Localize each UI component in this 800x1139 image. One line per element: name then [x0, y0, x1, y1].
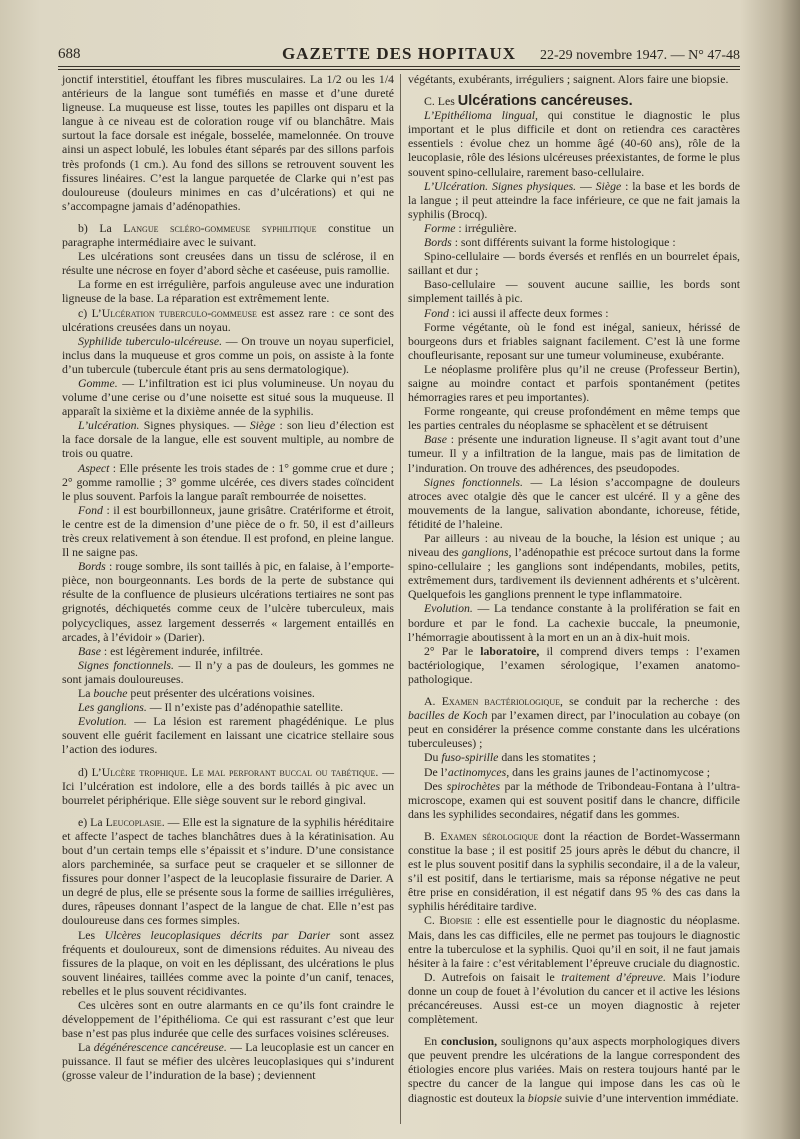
paragraph	[408, 277, 740, 305]
header-rule	[58, 66, 740, 67]
paragraph	[408, 320, 740, 362]
paragraph	[408, 221, 740, 235]
bold-term: laboratoire,	[480, 643, 540, 658]
text: c) L’	[78, 305, 102, 320]
italic-term: Les ganglions.	[78, 700, 147, 715]
text: : présente une induration ligneuse. Il s’agit avant tout d’une tumeur. Il y a infiltration de la langue, mais pas de limitation de l’induration. On trouve des adhérences, des pseudopodes.	[408, 432, 740, 475]
text: — Elle est la signature de la syphilis héréditaire et affecte l’aspect de taches blanchâtres dues à la kératinisation. Au bout d’un certain temps elle s’épaissit et s’indure. D’une consistance alors parcheminée, sa surface peut se craqueler et se sillonner de fissures pour donner l’aspect de la leucoplasie fissuraire de Darier. A un degré de plus, elle se présente sous la forme de saillies irrégulières, dures, râpeuses donnant l’aspect de la langue de chat. Elle n’est pas douloureuse dans ces formes simples.	[62, 814, 394, 928]
paragraph-conclusion	[408, 1034, 740, 1104]
paragraph	[408, 108, 740, 178]
column-divider	[400, 74, 401, 1124]
paragraph	[62, 998, 394, 1040]
paragraph	[62, 644, 394, 658]
text: 2° Par le	[424, 643, 481, 658]
italic-term: Bords	[424, 235, 452, 250]
paragraph	[62, 700, 394, 714]
paragraph	[408, 531, 740, 601]
italic-term: bouche	[93, 686, 128, 701]
italic-term: bacilles de Koch	[408, 708, 488, 723]
text: — Il n’existe pas d’adénopathie satellite.	[146, 700, 344, 715]
section-term: Biopsie	[439, 913, 473, 928]
italic-term: Evolution.	[78, 714, 127, 729]
italic-term: Evolution.	[424, 601, 473, 616]
text: : Elle présente les trois stades de : 1° gomme crue et dure ; 2° gomme ramollie ; 3° gomme ulcérée, ces divers stades coïncident le plus souvent. Parfois la langue paraît rembourrée de noisettes.	[62, 460, 394, 503]
paragraph	[62, 714, 394, 756]
text: Signes physiques. —	[139, 418, 250, 433]
text: b) La	[78, 220, 124, 235]
text: — La tendance constante à la prolifération se fait en bordure et par le fond. La cachexie buccale, la pneumonie, l’hémorragie aboutissent à la mort en un an à dix-huit mois.	[408, 601, 740, 644]
section-term: Examen bactériologique,	[441, 694, 563, 709]
italic-term: fuso-spirille	[441, 750, 499, 765]
text: B.	[424, 828, 441, 843]
italic-term: biopsie	[527, 1090, 562, 1105]
journal-title: GAZETTE DES HOPITAUX	[281, 44, 517, 63]
text: Les ulcérations sont creusées dans un tissu de sclérose, il en résulte une nécrose en foyer d’abord sèche et caséeuse, puis ramollie.	[62, 249, 394, 278]
text: Du	[424, 750, 442, 765]
text: — On trouve un noyau superficiel, inclus dans la muqueuse et gros comme un pois, on assiste à la fonte d’un tubercule (tubercule étant pris au sens dermatologique).	[62, 333, 394, 376]
paragraph	[408, 432, 740, 474]
italic-term: Siège	[249, 418, 276, 433]
paragraph	[408, 601, 740, 643]
text: Ces ulcères sont en outre alarmants en ce qu’ils font craindre le développement de l’épithélioma. Ce qui est rassurant c’est que leur base n’est pas plus indurée que celle des surfaces voisines scléreuses.	[62, 998, 394, 1041]
italic-term: Base	[78, 643, 101, 658]
text: peut présenter des ulcérations voisines.	[127, 686, 315, 701]
paragraph	[408, 750, 740, 764]
paragraph	[62, 1040, 394, 1082]
paragraph	[408, 179, 740, 221]
section-term: Langue scléro-gommeuse syphilitique	[123, 220, 317, 235]
text: : son lieu d’élection est la face dorsale de la langue, elle est souvent multiple, au nombre de trois ou quatre.	[62, 418, 394, 461]
paragraph	[62, 334, 394, 376]
text: De l’	[424, 764, 448, 779]
italic-term: Syphilide tuberculo-ulcéreuse.	[78, 333, 223, 348]
text: dans les grains jaunes de l’actinomycose ;	[509, 764, 711, 779]
paragraph	[408, 306, 740, 320]
section-term: Ulcération tuberculo-gommeuse	[101, 305, 257, 320]
italic-term: traitement d’épreuve.	[561, 969, 666, 984]
italic-term: Gomme.	[78, 375, 118, 390]
paragraph-ulceration-tuberculo-gommeuse	[62, 306, 394, 334]
italic-term: L’Ulcération. Signes physiques.	[424, 178, 577, 193]
paragraph	[62, 928, 394, 998]
text: — Ici l’ulcération est indolore, elle a des bords taillés à pic avec un bourrelet périphérique. Elle siège souvent sur le rebord gingival.	[62, 764, 395, 807]
text: — La leucoplasie est un cancer en puissance. Il faut se méfier des ulcères leucoplasiques qui s’indurent (grosse valeur de l’induration de la base) ; deviennent	[62, 1040, 394, 1083]
italic-term: L’Epithélioma lingual,	[424, 108, 538, 123]
paragraph	[408, 235, 740, 249]
text: Par ailleurs : au niveau de la bouche, la lésion est unique ; au niveau des	[408, 531, 740, 560]
italic-term: Siège	[595, 178, 622, 193]
header-rule-thin	[58, 69, 740, 70]
section-term: Examen sérologique	[440, 828, 539, 843]
italic-term: spirochètes	[446, 778, 501, 793]
paragraph	[62, 418, 394, 460]
italic-term: L’ulcération.	[78, 418, 140, 433]
italic-term: actinomyces,	[447, 764, 510, 779]
text: C. Les	[424, 94, 458, 109]
text: par l’examen direct, par l’inoculation au cobaye (on peut en considérer la présence comme constante dans les ulcérations tuberculeuses) ;	[408, 708, 740, 751]
paragraph-biopsie	[408, 913, 740, 969]
italic-term: Signes fonctionnels.	[424, 474, 523, 489]
paragraph	[62, 503, 394, 559]
paragraph-examen-bacteriologique	[408, 694, 740, 750]
text: A.	[424, 694, 442, 709]
paragraph	[62, 72, 394, 213]
text: Forme végétante, où le fond est inégal, sanieux, hérissé de bourgeons durs et friables saignant facilement. C’est là une forme choufleurisante, reposant sur une tumeur volumineuse, exubérante.	[408, 319, 740, 362]
text: : la base et les bords de la langue ; il peut atteindre la face inférieure, ce que ne fait jamais la syphilis (Brocq).	[408, 178, 740, 221]
right-column	[408, 72, 740, 1105]
text: soulignons qu’aux aspects morphologiques divers que peuvent prendre les ulcérations de la langue correspondent des étiologies encore plus variées. Mais on restera toujours hanté par le spectre du cancer de la langue qui impose dans les cas où le diagnostic est douteux la	[408, 1034, 741, 1105]
text: : rouge sombre, ils sont taillés à pic, en falaise, à l’emporte-pièce, non bourgeonnants. Les bords de la perte de substance qui résulte de la confluence de plusieurs ulcérations tertiaires ne sont pas grignotés, déchiquetés comme ceux de l’ulcère tuberculeux, mais polycycliques, assez largement desserrés « largement entaillés en arcades, à l’évidoir » (Darier).	[62, 559, 394, 644]
paragraph	[408, 779, 740, 821]
paragraph-examen-serologique	[408, 829, 740, 914]
italic-term: Base	[424, 432, 447, 447]
text: Les	[78, 927, 105, 942]
text: : sont différents suivant la forme histologique :	[451, 235, 676, 250]
text: Forme rongeante, qui creuse profondément en même temps que les parties centrales du néoplasme se sphacèlent et se détruisent	[408, 404, 740, 433]
italic-term: Fond	[424, 305, 449, 320]
text: e) La	[78, 814, 106, 829]
text: se conduit par la recherche : des	[562, 694, 741, 709]
paragraph-langue-sclero-gommeuse	[62, 221, 394, 249]
text: C.	[424, 913, 440, 928]
text: : irrégulière.	[455, 220, 517, 235]
text: : il est bourbillonneux, jaune grisâtre. Cratériforme et étroit, le centre est de la dimension d’une pièce de o fr. 50, il est d’ailleurs très creux relativement à son étendue. Il est profond, en pleine langue. Il ne saigne pas.	[62, 502, 394, 560]
section-heading: Ulcérations cancéreuses.	[457, 93, 633, 110]
paragraph-ulcere-trophique	[62, 765, 394, 807]
text: dans les stomatites ;	[498, 750, 597, 765]
paragraph	[62, 559, 394, 644]
text: D. Autrefois on faisait le	[424, 969, 562, 984]
paragraph	[62, 686, 394, 700]
text: : ici aussi il affecte deux formes :	[448, 305, 609, 320]
paragraph	[408, 249, 740, 277]
text: — Il n’y a pas de douleurs, les gommes ne sont jamais douloureuses.	[62, 657, 394, 686]
text: constitue un paragraphe intermédiaire avec le suivant.	[62, 220, 394, 250]
text: jonctif interstitiel, étouffant les fibres musculaires. La 1/2 ou les 1/4 antérieurs de la langue sont tuméfiés en masse et d’une dureté ligneuse. La muqueuse est lisse, toutes les papilles ont disparu et la langue à ce niveau est de coloration rouge vif ou blanchâtre. Mais surtout la face dorsale est inégale, bosselée, mamelonnée. On trouve ainsi un aspect lobulé, les lobules étant séparés par des sillons parfois très profonds (1 cm.). Au fond des sillons se retrouvent souvent les fissures linéaires. C’est la langue parquetée de Clarke qui n’est pas douloureuse (douleurs minimes en cas d’ulcérations) et qui ne s’accompagne jamais d’adénopathies.	[62, 72, 394, 213]
text: suivie d’une intervention immédiate.	[562, 1090, 739, 1105]
text: — L’infiltration est ici plus volumineuse. Un noyau du volume d’une cerise ou d’une noisette est situé sous la muqueuse. Il apparaît la sixième et la dixième année de la syphilis.	[62, 375, 394, 419]
italic-term: Fond	[78, 502, 103, 517]
paragraph	[62, 461, 394, 503]
paragraph	[408, 765, 740, 779]
text: par la méthode de Tribondeau-Fontana à l’ultra-microscope, examen qui est souvent positif dans le chancre, difficile dans les syphilides secondaires, négatif dans les gommes.	[408, 778, 740, 821]
italic-term: Bords	[78, 559, 106, 574]
text: En	[424, 1034, 442, 1049]
left-column	[62, 72, 394, 1083]
paragraph	[408, 404, 740, 432]
italic-term: dégénérescence cancéreuse.	[93, 1040, 227, 1055]
text: La	[78, 1040, 94, 1055]
text: La	[78, 686, 94, 701]
paragraph	[408, 362, 740, 404]
italic-term: Aspect	[78, 460, 110, 475]
italic-term: Signes fonctionnels.	[78, 657, 174, 672]
text: La forme en est irrégulière, parfois anguleuse avec une induration ligneuse de la base. La réparation est extrêmement lente.	[62, 277, 394, 306]
italic-term: ganglions,	[461, 545, 512, 560]
text: l’adénopathie est précoce surtout dans la forme spino-cellulaire ; les ganglions sont indépendants, mobiles, petits, extrêmement durs, tardivement ils deviennent adhérents et s’ulcèrent. Quelquefois les ganglions prennent le type inflammatoire.	[408, 545, 740, 602]
section-heading-ulcerations-cancereuses	[408, 94, 740, 108]
text: Spino-cellulaire — bords éversés et renflés en un bourrelet épais, saillant et dur ;	[408, 249, 740, 278]
bold-term: conclusion,	[441, 1034, 498, 1049]
text: : est légèrement indurée, infiltrée.	[100, 643, 264, 658]
text: : elle est essentielle pour le diagnostic du néoplasme. Mais, dans les cas difficiles, elle ne permet pas toujours le diagnostic entre la tuberculose et la syphilis. Quoi qu’il en soit, il ne faut jamais hésiter à la faire : c’est véritablement l’épreuve cruciale du diagnostic.	[408, 913, 740, 970]
section-term: Ulcère trophique. Le mal perforant buccal ou tabétique.	[101, 764, 379, 779]
text: Mais l’iodure donne un coup de fouet à l’évolution du cancer et il active les lésions précancéreuses. Aussi est-ce un moyen diagnostic à rejeter complètement.	[408, 969, 740, 1027]
text: Le néoplasme prolifère plus qu’il ne creuse (Professeur Bertin), saigne au moindre contact et parfois spontanément (petites hémorragies rares et peu importantes).	[408, 361, 740, 405]
text: Des	[424, 778, 447, 793]
italic-term: Forme	[424, 220, 456, 235]
paragraph	[62, 249, 394, 277]
text: —	[576, 178, 596, 193]
paragraph	[62, 277, 394, 305]
text: il comprend divers temps : l’examen bactériologique, l’examen sérologique, l’examen anatomo-pathologique.	[408, 643, 740, 686]
text: d) L’	[78, 764, 102, 779]
issue-date: 22-29 novembre 1947. — N° 47-48	[539, 48, 740, 63]
italic-term: Ulcères leucoplasiques décrits par Darier	[104, 927, 331, 942]
paragraph	[62, 376, 394, 418]
text: — La lésion s’accompagne de douleurs atroces avec otalgie dès que le cancer est ulcéré. Il y a gêne des mouvements de la langue, salivation abondante, ichoreuse, fétide, fétidité de l’haleine.	[408, 474, 740, 531]
paragraph-leucoplasie	[62, 815, 394, 928]
paragraph	[62, 658, 394, 686]
text: — La lésion est rarement phagédénique. Le plus souvent elle guérit facilement en laissant une cicatrice stellaire sous l’action des iodures.	[62, 714, 394, 757]
text: Baso-cellulaire — souvent aucune saillie, les bords sont simplement taillés à pic.	[408, 277, 740, 306]
section-term: Leucoplasie.	[105, 814, 165, 829]
paragraph	[408, 970, 740, 1026]
paragraph	[408, 72, 740, 86]
page-number: 688	[58, 46, 81, 62]
text: est assez rare : ce sont des ulcérations creusées dans un noyau.	[62, 305, 394, 334]
text: sont assez fréquents et douloureux, sont de dimensions réduites. Au niveau des fissures de la plaque, on voit en les déplissant, des ulcérations le plus souvent linéaires, taillées comme avec la pointe d’un canif, tenaces, rebelles et le plus souvent récidivantes.	[62, 927, 394, 998]
paragraph	[408, 475, 740, 531]
paragraph-laboratoire	[408, 644, 740, 686]
text: dont la réaction de Bordet-Wassermann constitue la base ; il est positif 25 jours après le début du chancre, il est le plus souvent positif dans la syphilis secondaire, il a de la valeur, s’il est positif, dans le tertiarisme, mais sa réponse négative ne peut être prise en considération, il est négatif dans 95 % des cas dans la syphilis héréditaire tardive.	[408, 828, 740, 914]
page-header	[58, 44, 740, 66]
text: végétants, exubérants, irréguliers ; saignent. Alors faire une biopsie.	[408, 72, 729, 86]
text: qui constitue le diagnostic le plus important et le plus difficile et dont on retiendra ces caractères essentiels : évolue chez un homme âgé (40-60 ans), rôle de la leucoplasie, rôle des lésions ulcéreuses préexistantes, de forme le plus souvent spino-cellulaire, rarement baso-cellulaire.	[408, 108, 741, 179]
